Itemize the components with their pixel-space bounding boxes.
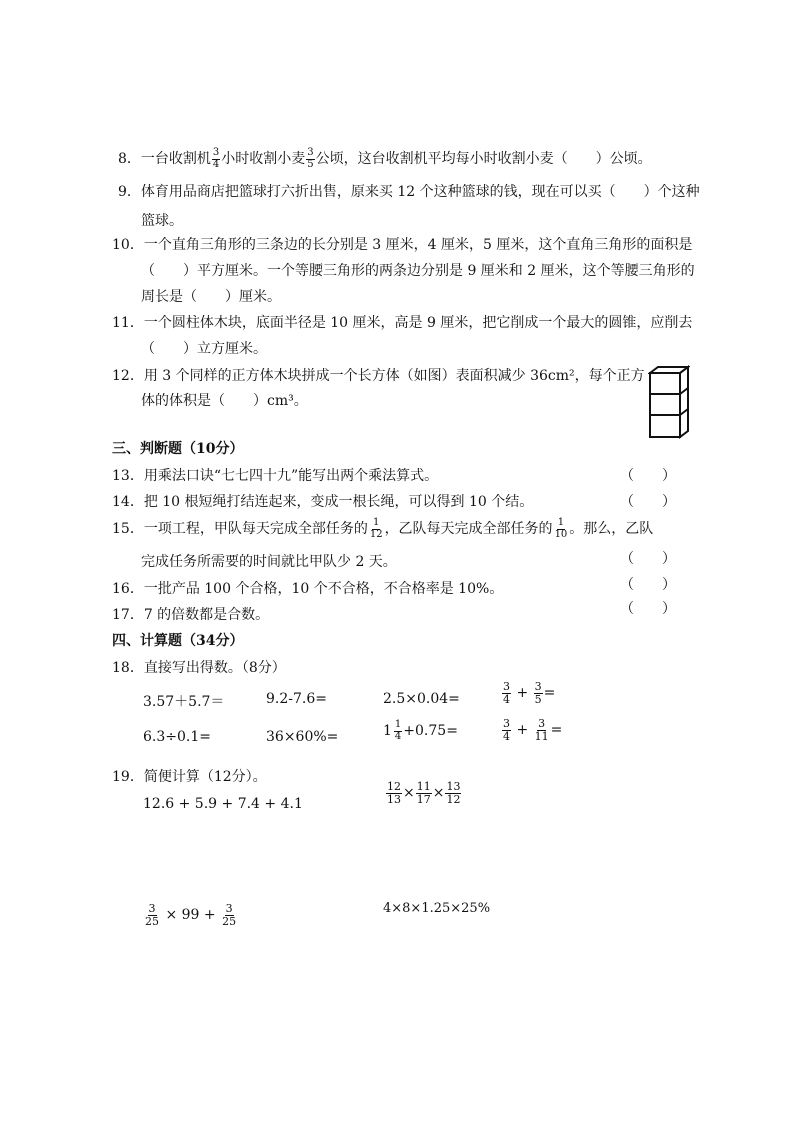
- answer-paren[interactable]: （ ）: [620, 468, 676, 484]
- answer-paren[interactable]: （ ）: [620, 577, 676, 593]
- question-10-line3: 周长是（ ）厘米。: [141, 289, 281, 305]
- question-number: 9．: [118, 184, 141, 200]
- equals: =: [550, 722, 563, 739]
- question-12-line2: 体的体积是（ ）cm³。: [141, 393, 308, 409]
- numerator: 3: [538, 717, 546, 730]
- denominator: 25: [145, 914, 159, 928]
- question-text: 直接写出得数。（8分）: [143, 660, 286, 676]
- question-number: 19．: [112, 769, 144, 785]
- numerator: 3: [307, 147, 314, 158]
- question-text: 一个直角三角形的三条边的长分别是 3 厘米，4 厘米，5 厘米，这个直角三角形的面积是: [143, 237, 693, 253]
- fraction: [534, 681, 543, 705]
- question-15: [112, 518, 653, 540]
- fraction: [502, 718, 511, 742]
- numerator: 12: [387, 780, 401, 793]
- calc-item-fraction-sum: [501, 718, 562, 742]
- question-text: 一个圆柱体木块，底面半径是 10 厘米，高是 9 厘米，把它削成一个最大的圆锥，应削去: [143, 315, 693, 331]
- question-12: [112, 365, 645, 385]
- question-17: [112, 604, 269, 624]
- numerator: 11: [416, 780, 431, 793]
- question-number: 18．: [112, 660, 144, 676]
- question-text: 小时收割小麦: [221, 151, 306, 167]
- calc-item: 2.5×0.04=: [383, 691, 460, 707]
- fraction: [386, 781, 402, 805]
- numerator: 3: [503, 717, 510, 730]
- question-number: 8．: [118, 151, 141, 167]
- question-number: 15．: [112, 521, 144, 537]
- question-number: 11．: [112, 315, 144, 331]
- question-11-line2: （ ）立方厘米。: [141, 341, 267, 357]
- denominator: 10: [554, 528, 568, 540]
- calc-item: 3.57＋5.7＝: [143, 694, 225, 710]
- question-text: 体育用品商店把篮球打六折出售，原来买 12 个这种篮球的钱，现在可以买（ ）个这种: [140, 184, 700, 200]
- fraction: [445, 781, 461, 805]
- side-face: [680, 367, 688, 437]
- fraction: [144, 903, 160, 927]
- denominator: 17: [416, 792, 431, 806]
- question-19: [112, 766, 267, 786]
- fraction: [306, 148, 314, 170]
- whole-part: 1: [383, 723, 392, 739]
- question-10: [112, 234, 692, 254]
- front-face: [650, 373, 680, 437]
- question-number: 10．: [112, 237, 144, 253]
- question-15-line2: 完成任务所需要的时间就比甲队少 2 天。: [141, 554, 397, 570]
- denominator: 25: [222, 914, 237, 928]
- fraction: [502, 681, 511, 705]
- question-text: 一项工程，甲队每天完成全部任务的: [143, 521, 368, 537]
- denominator: 11: [534, 729, 549, 743]
- question-number: 16．: [112, 581, 144, 597]
- question-number: 12．: [112, 368, 144, 384]
- question-number: 17．: [112, 607, 144, 623]
- numerator: 3: [503, 680, 510, 693]
- fraction: [534, 718, 550, 742]
- calc-item: 9.2-7.6=: [266, 691, 327, 707]
- fraction: [212, 148, 220, 170]
- denominator: 5: [307, 158, 314, 170]
- answer-paren[interactable]: （ ）: [620, 551, 676, 567]
- calc-item: 36×60%=: [266, 729, 339, 745]
- question-9-line2: 篮球。: [141, 213, 183, 229]
- fraction: [394, 720, 402, 742]
- question-number: 14．: [112, 494, 144, 510]
- cube-divider: [680, 388, 688, 394]
- operator: ×: [403, 785, 415, 802]
- section-4-title: 四、计算题（34分）: [112, 633, 244, 649]
- question-11: [112, 312, 692, 332]
- question-text: 用 3 个同样的正方体木块拼成一个长方体（如图）表面积减少 36cm²，每个正方: [143, 368, 645, 384]
- question-text: 用乘法口诀“七七四十九”能写出两个乘法算式。: [143, 468, 439, 484]
- numerator: 1: [373, 517, 380, 528]
- calc-item: 6.3÷0.1=: [143, 729, 211, 745]
- denominator: 5: [534, 692, 542, 706]
- cube-divider: [680, 409, 688, 415]
- question-14: [112, 491, 533, 511]
- cube-stack-drawing: [648, 365, 690, 441]
- simplify-expression-1: 12.6 + 5.9 + 7.4 + 4.1: [143, 796, 303, 812]
- operator: +: [516, 685, 529, 702]
- denominator: 4: [503, 692, 510, 706]
- fraction: [369, 518, 384, 540]
- operator: ×: [432, 785, 445, 802]
- answer-paren[interactable]: （ ）: [620, 601, 676, 617]
- numerator: 3: [212, 147, 220, 158]
- denominator: 4: [212, 158, 220, 170]
- expression-middle: × 99 +: [165, 907, 216, 924]
- stacked-cubes-figure: [648, 365, 690, 441]
- fraction: [416, 781, 432, 805]
- numerator: 1: [557, 517, 565, 528]
- section-3-title: 三、判断题（10分）: [112, 441, 244, 457]
- question-text: 公顷，这台收割机平均每小时收割小麦（ ）公顷。: [315, 151, 652, 167]
- question-text: ，乙队每天完成全部任务的: [384, 521, 553, 537]
- answer-paren[interactable]: （ ）: [620, 494, 676, 510]
- numerator: 3: [534, 680, 542, 693]
- numerator: 3: [225, 902, 233, 915]
- numerator: 13: [446, 780, 461, 793]
- question-text: 。那么，乙队: [569, 521, 654, 537]
- simplify-expression-2: [385, 781, 462, 805]
- question-16: [112, 578, 503, 598]
- question-13: [112, 465, 438, 485]
- denominator: 4: [394, 730, 402, 742]
- question-number: 13．: [112, 468, 144, 484]
- simplify-expression-3: [143, 903, 238, 927]
- fraction: [554, 518, 569, 540]
- fraction: [221, 903, 237, 927]
- question-10-line2: （ ）平方厘米。一个等腰三角形的两条边分别是 9 厘米和 2 厘米，这个等腰三角形的: [141, 263, 695, 279]
- simplify-expression-4: 4×8×1.25×25%: [383, 901, 491, 916]
- question-9: [118, 181, 700, 201]
- denominator: 12: [369, 528, 383, 540]
- denominator: 4: [503, 729, 510, 743]
- numerator: 1: [394, 719, 402, 730]
- operator: +: [516, 722, 529, 739]
- equals: =: [543, 685, 556, 702]
- numerator: 3: [148, 902, 156, 915]
- expression-rest: +0.75=: [403, 723, 458, 739]
- question-text: 7 的倍数都是合数。: [143, 607, 270, 623]
- question-text: 简便计算（12分）。: [143, 769, 267, 785]
- question-18: [112, 657, 286, 677]
- calc-item-mixed-number: [383, 720, 458, 742]
- denominator: 13: [387, 792, 401, 806]
- denominator: 12: [446, 792, 461, 806]
- question-text: 一台收割机: [140, 151, 211, 167]
- question-text: 一批产品 100 个合格，10 个不合格，不合格率是 10%。: [143, 581, 504, 597]
- question-8: [118, 148, 652, 170]
- mixed-number: [383, 720, 403, 742]
- question-text: 把 10 根短绳打结连起来，变成一根长绳，可以得到 10 个结。: [143, 494, 534, 510]
- calc-item-fraction-sum: [501, 681, 555, 705]
